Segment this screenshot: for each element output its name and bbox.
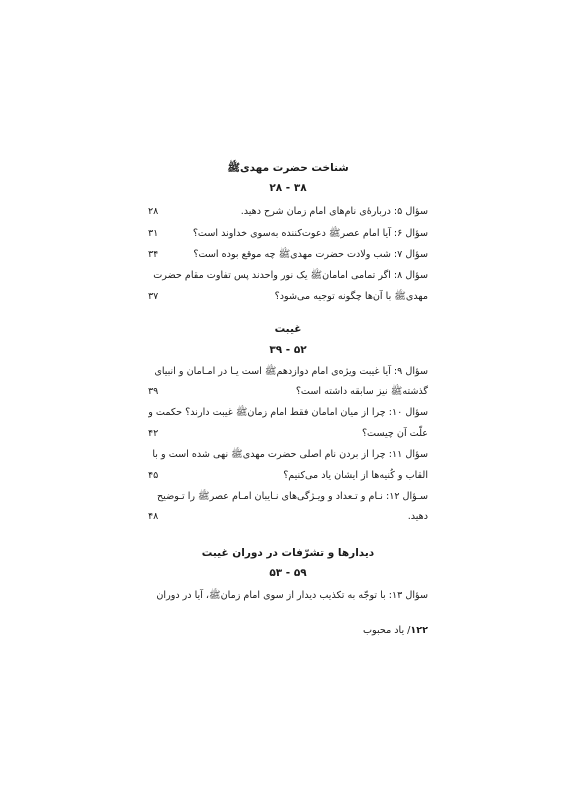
question-text: القاب و کُنیه‌ها از ایشان یاد می‌کنیم؟ (283, 470, 428, 481)
question-text: مهدیﷺ با آن‌ها چگونه توجیه می‌شود؟ (274, 291, 428, 302)
page-number: ۳۴ (148, 249, 159, 260)
page-number: ۳۷ (148, 291, 159, 302)
toc-line[interactable] (148, 287, 428, 307)
page-range: ۳۸ - ۲۸ (269, 182, 307, 194)
page-range: ۵۹ - ۵۳ (269, 567, 307, 579)
page-footer (148, 624, 428, 638)
question-text: سـؤال ۱۲: نـام و تـعداد و ویـژگی‌های نـایبان امـام عصرﷺ را تـوضیح (156, 491, 428, 502)
question-text: علّت آن چیست؟ (361, 428, 428, 439)
page-number: ۳۱ (148, 228, 159, 239)
footer-book-title: / یاد محبوب (363, 625, 411, 636)
section-title: دیدارها و تشرّفات در دوران غیبت (201, 547, 375, 559)
toc-line[interactable] (148, 445, 428, 465)
toc-line[interactable] (148, 403, 428, 423)
toc-line[interactable] (148, 586, 428, 606)
question-text: سؤال ۵: دربارۀی نام‌های امام زمان شرح دهید. (240, 206, 428, 217)
page-number: ۴۸ (148, 511, 159, 522)
page-number: ۴۵ (148, 470, 159, 481)
question-text: سؤال ۱۰: چرا از میان امامان فقط امام زمانﷺ غیبت دارند؟ حکمت و (148, 407, 428, 418)
toc-line[interactable] (148, 507, 428, 527)
question-text: گذشتهﷺ نیز سابقه داشته است؟ (295, 386, 428, 397)
question-text: سؤال ۱۳: با توجّه به تکذیب دیدار از سوی امام زمانﷺ، آیا در دوران (156, 590, 428, 601)
question-text: دهید. (407, 511, 428, 522)
toc-line[interactable] (148, 382, 428, 402)
toc-line[interactable] (148, 202, 428, 222)
page-number: ۴۲ (148, 428, 159, 439)
footer-page-number: ۱۲۲ (410, 625, 428, 636)
toc-line[interactable] (148, 466, 428, 486)
toc-line[interactable] (148, 424, 428, 444)
question-text: سؤال ۶: آیا امام عصرﷺ دعوت‌کننده به‌سوی خداوند است؟ (192, 228, 428, 239)
toc-line[interactable] (148, 245, 428, 265)
question-text: سؤال ۸: اگر تمامی امامانﷺ یک نور واحدند پس تفاوت مقام حضرت (153, 270, 428, 281)
toc-line[interactable] (148, 487, 428, 507)
question-text: سؤال ۷: شب ولادت حضرت مهدیﷺ چه موقع بوده است؟ (193, 249, 428, 260)
toc-line[interactable] (148, 224, 428, 244)
section-title: شناخت حضرت مهدیﷺ (227, 162, 349, 174)
page-number: ۳۹ (148, 386, 159, 397)
toc-line[interactable] (148, 362, 428, 382)
question-text: سؤال ۹: آیا غیبت ویژه‌ی امام دوازدهمﷺ است یـا در امـامان و انبیای (154, 366, 428, 377)
toc-line[interactable] (148, 266, 428, 286)
page-range: ۵۲ - ۳۹ (269, 344, 307, 356)
page-number: ۲۸ (148, 206, 159, 217)
question-text: سؤال ۱۱: چرا از بردن نام اصلی حضرت مهدیﷺ نهی شده است و با (152, 449, 428, 460)
section-title: غیبت (274, 323, 302, 335)
